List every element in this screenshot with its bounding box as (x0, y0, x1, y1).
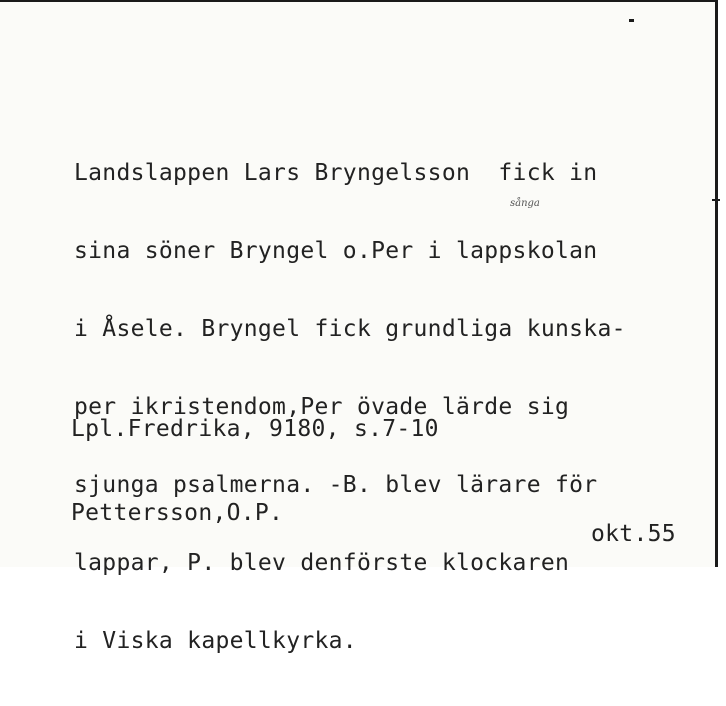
body-line: sina söner Bryngel o.Per i lappskolan (74, 238, 598, 264)
edge-mark (629, 19, 634, 22)
body-line: i Viska kapellkyrka. (74, 628, 357, 654)
card-date: okt.55 (591, 521, 676, 547)
body-line: Landslappen Lars Bryngelsson fick in (74, 160, 598, 186)
reference-line: Pettersson,O.P. (71, 500, 284, 526)
body-line: per ikristendom,Per övade lärde sig (74, 394, 570, 420)
reference-line: Lpl.Fredrika, 9180, s.7-10 (71, 416, 439, 442)
body-line: i Åsele. Bryngel fick grundliga kunska- (74, 316, 626, 342)
body-line: lappar, P. blev denförste klockaren (74, 550, 570, 576)
body-line: sjunga psalmerna. -B. blev lärare för (74, 472, 598, 498)
handwritten-insert: sånga (510, 198, 540, 209)
edge-mark (712, 199, 720, 201)
source-reference (71, 359, 439, 583)
